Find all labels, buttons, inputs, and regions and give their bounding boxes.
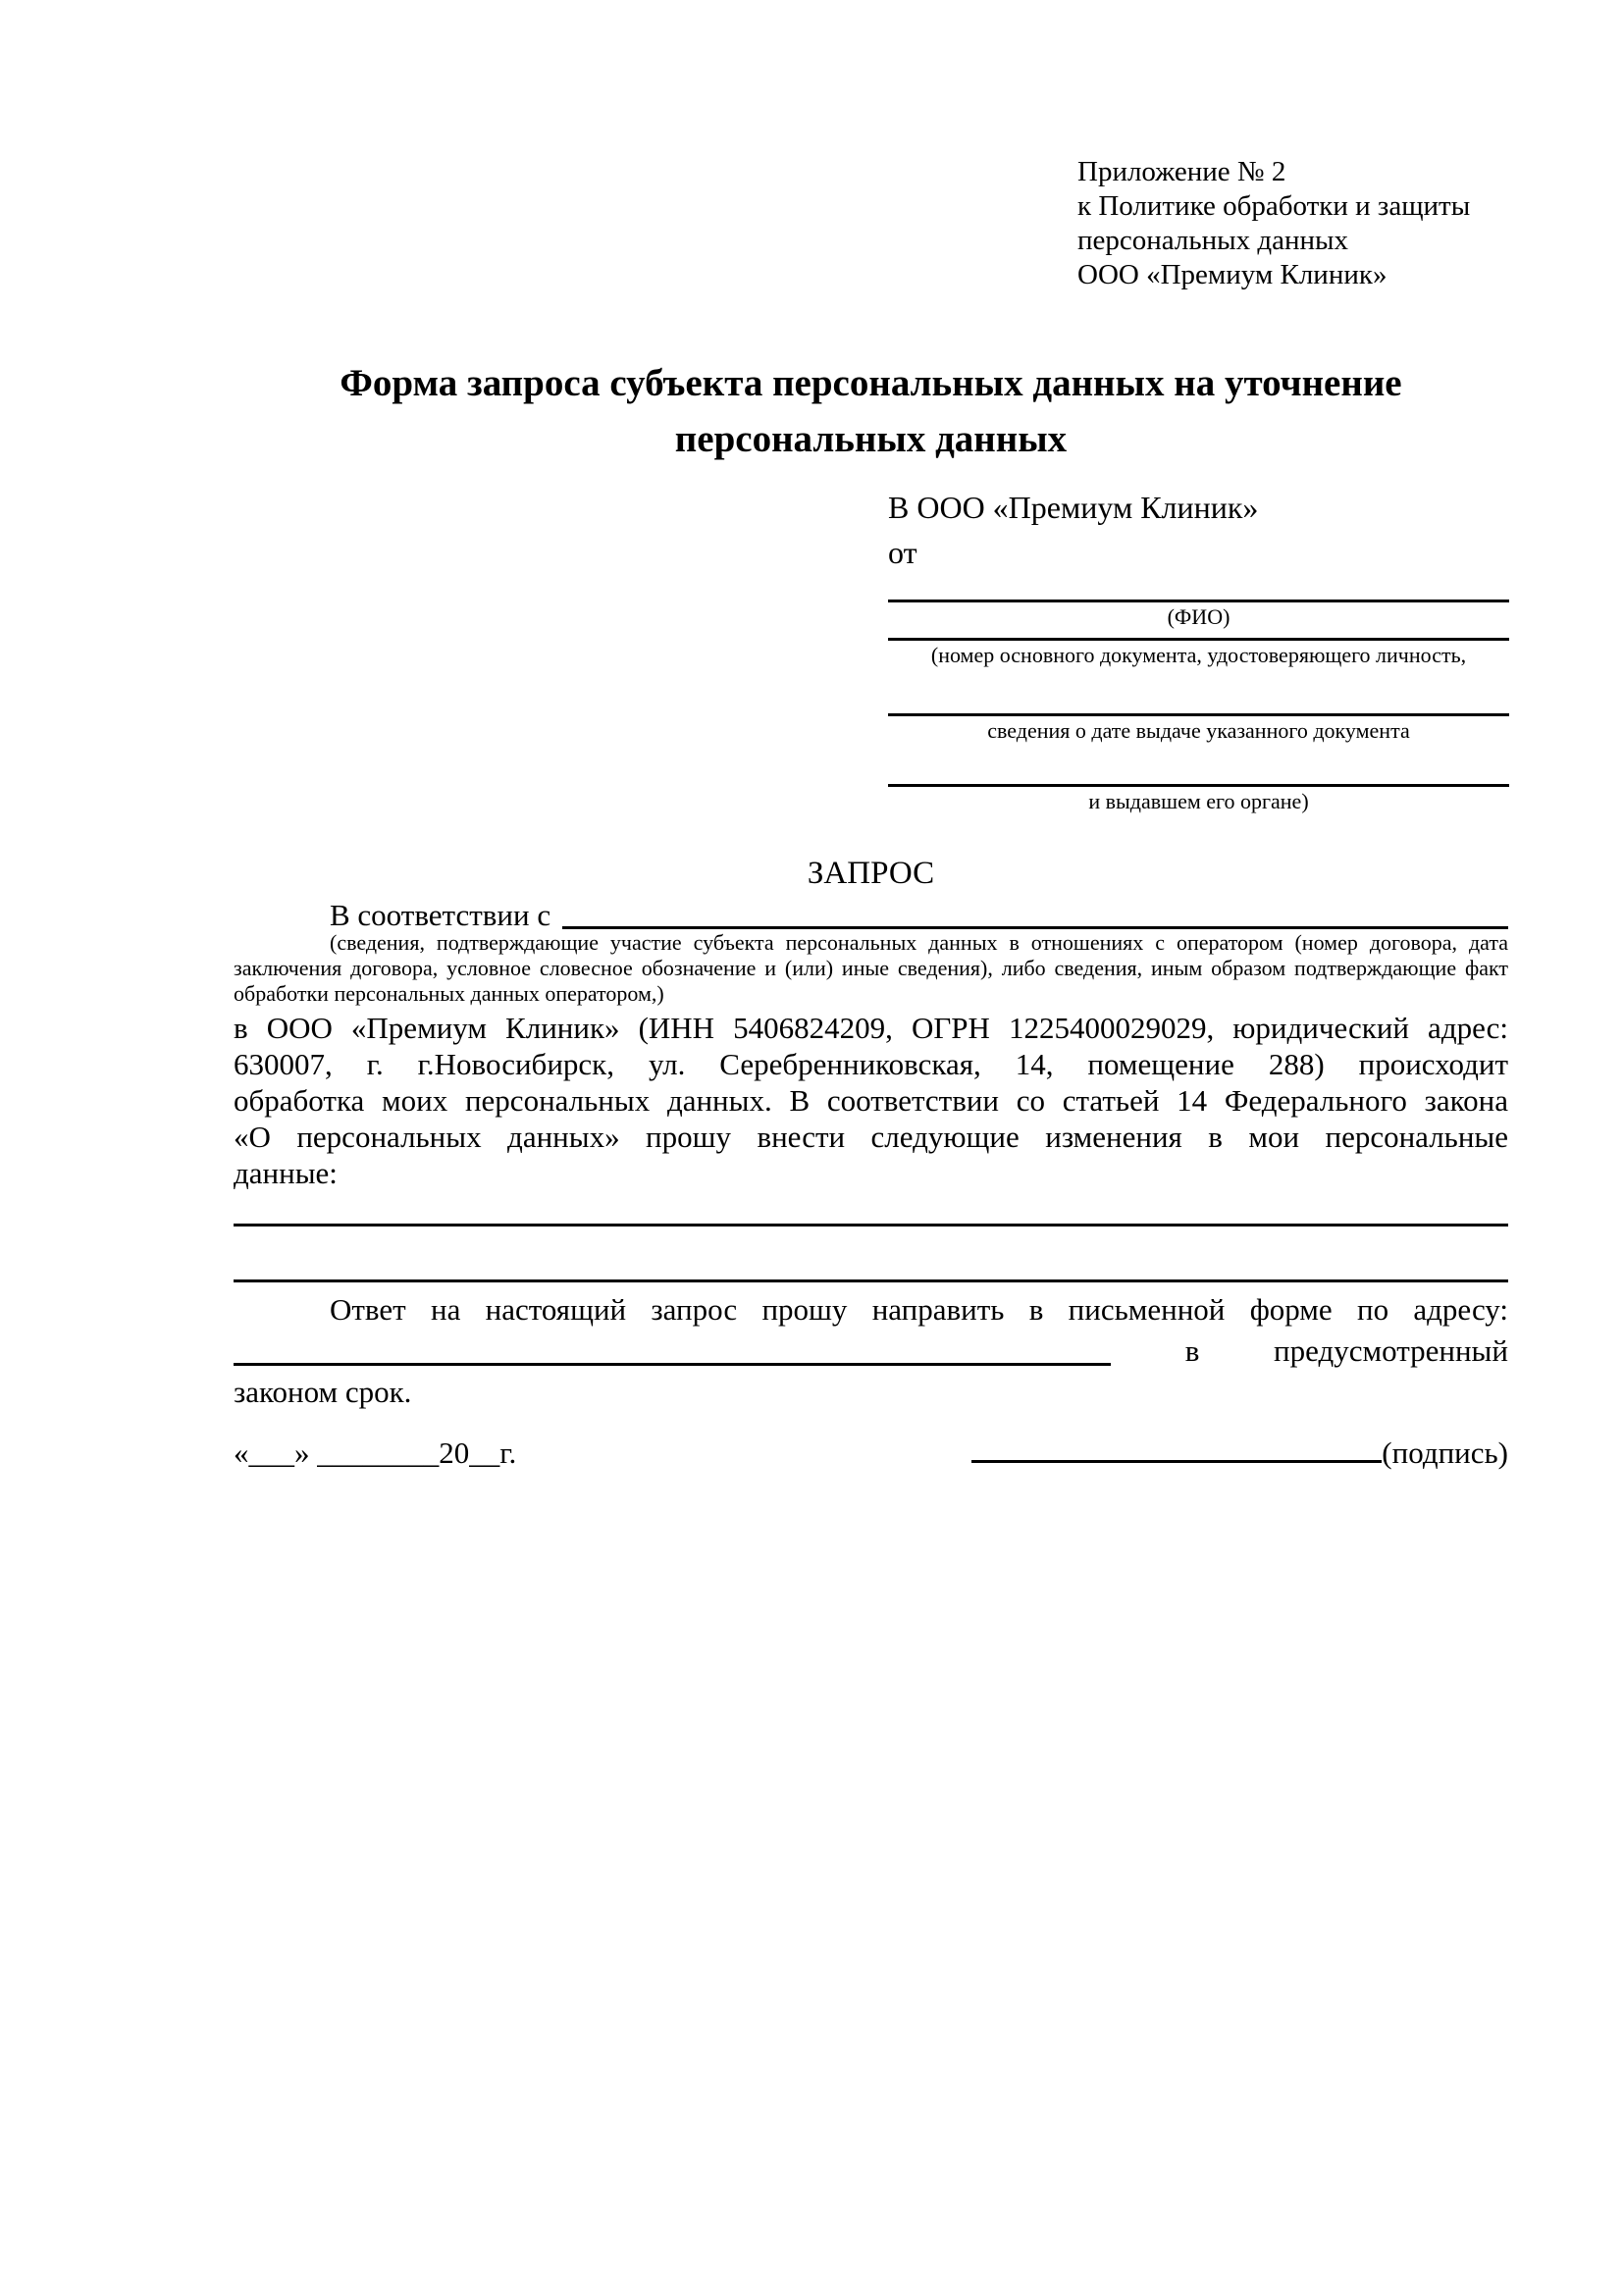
basis-blank-line[interactable] [562, 926, 1508, 929]
note-paragraph [234, 930, 1508, 1007]
document-number-caption: (номер основного документа, удостоверяющего личность, [930, 643, 1467, 667]
address-blank-line[interactable] [234, 1363, 1111, 1366]
header-note-line: к Политике обработки и защиты [1077, 190, 1471, 222]
reply-line: законом срок. [234, 1375, 412, 1409]
note-line: заключения договора, условное словесное обозначение и (или) иные сведения), либо сведения, иным образом подтверждающие факт [234, 956, 1508, 980]
body-paragraph [234, 1010, 1508, 1191]
signature-blank-line[interactable] [971, 1431, 1382, 1463]
document-number-field [888, 638, 1509, 667]
reply-line: Ответ на настоящий запрос прошу направить в письменной форме по адресу: [330, 1292, 1508, 1327]
changes-blank-line-2[interactable] [234, 1279, 1508, 1282]
intro-row [234, 897, 1508, 934]
issuing-authority-field [888, 784, 1509, 813]
issuing-authority-caption: и выдавшем его органе) [1088, 789, 1309, 813]
request-heading: ЗАПРОС [807, 856, 935, 891]
note-line: обработки персональных данных оператором,) [234, 981, 664, 1006]
header-note-line: персональных данных [1077, 225, 1349, 256]
body-line: в ООО «Премиум Клиник» (ИНН 5406824209, ОГРН 1225400029029, юридический адрес: [234, 1011, 1508, 1045]
header-note-line: Приложение № 2 [1077, 156, 1286, 187]
fio-caption: (ФИО) [1167, 604, 1230, 629]
body-line: обработка моих персональных данных. В соответствии со статьей 14 Федерального закона [234, 1083, 1508, 1118]
issue-date-field [888, 713, 1509, 743]
document-title-line: Форма запроса субъекта персональных данных на уточнение [340, 362, 1402, 404]
header-note [1077, 155, 1539, 292]
note-line: (сведения, подтверждающие участие субъекта персональных данных в отношениях с оператором (номер договора, дата [330, 930, 1508, 955]
signature-caption: (подпись) [1382, 1435, 1508, 1470]
addressee-block [888, 485, 1509, 575]
addressee-to: В ООО «Премиум Клиник» [888, 490, 1259, 525]
changes-blank-line-1[interactable] [234, 1224, 1508, 1226]
body-line: 630007, г. г.Новосибирск, ул. Серебренниковская, 14, помещение 288) происходит [234, 1047, 1508, 1081]
document-title [234, 355, 1508, 467]
reply-address-row [234, 1331, 1508, 1372]
reply-word: предусмотренный [1274, 1333, 1508, 1368]
issue-date-caption: сведения о дате выдаче указанного документа [987, 718, 1410, 743]
date-blank[interactable]: «___» ________20__г. [234, 1435, 517, 1470]
fio-field [888, 600, 1509, 629]
reply-word: в [1184, 1333, 1200, 1368]
signature-row [234, 1431, 1508, 1473]
document-title-line: персональных данных [674, 418, 1068, 460]
intro-lead-text: В соответствии с [330, 898, 551, 932]
header-note-line: ООО «Премиум Клиник» [1077, 259, 1387, 290]
body-line: данные: [234, 1156, 338, 1190]
signature-area [971, 1431, 1508, 1473]
addressee-from-label: от [888, 535, 917, 570]
body-line: «О персональных данных» прошу внести следующие изменения в мои персональные [234, 1120, 1508, 1154]
reply-paragraph [234, 1289, 1508, 1413]
